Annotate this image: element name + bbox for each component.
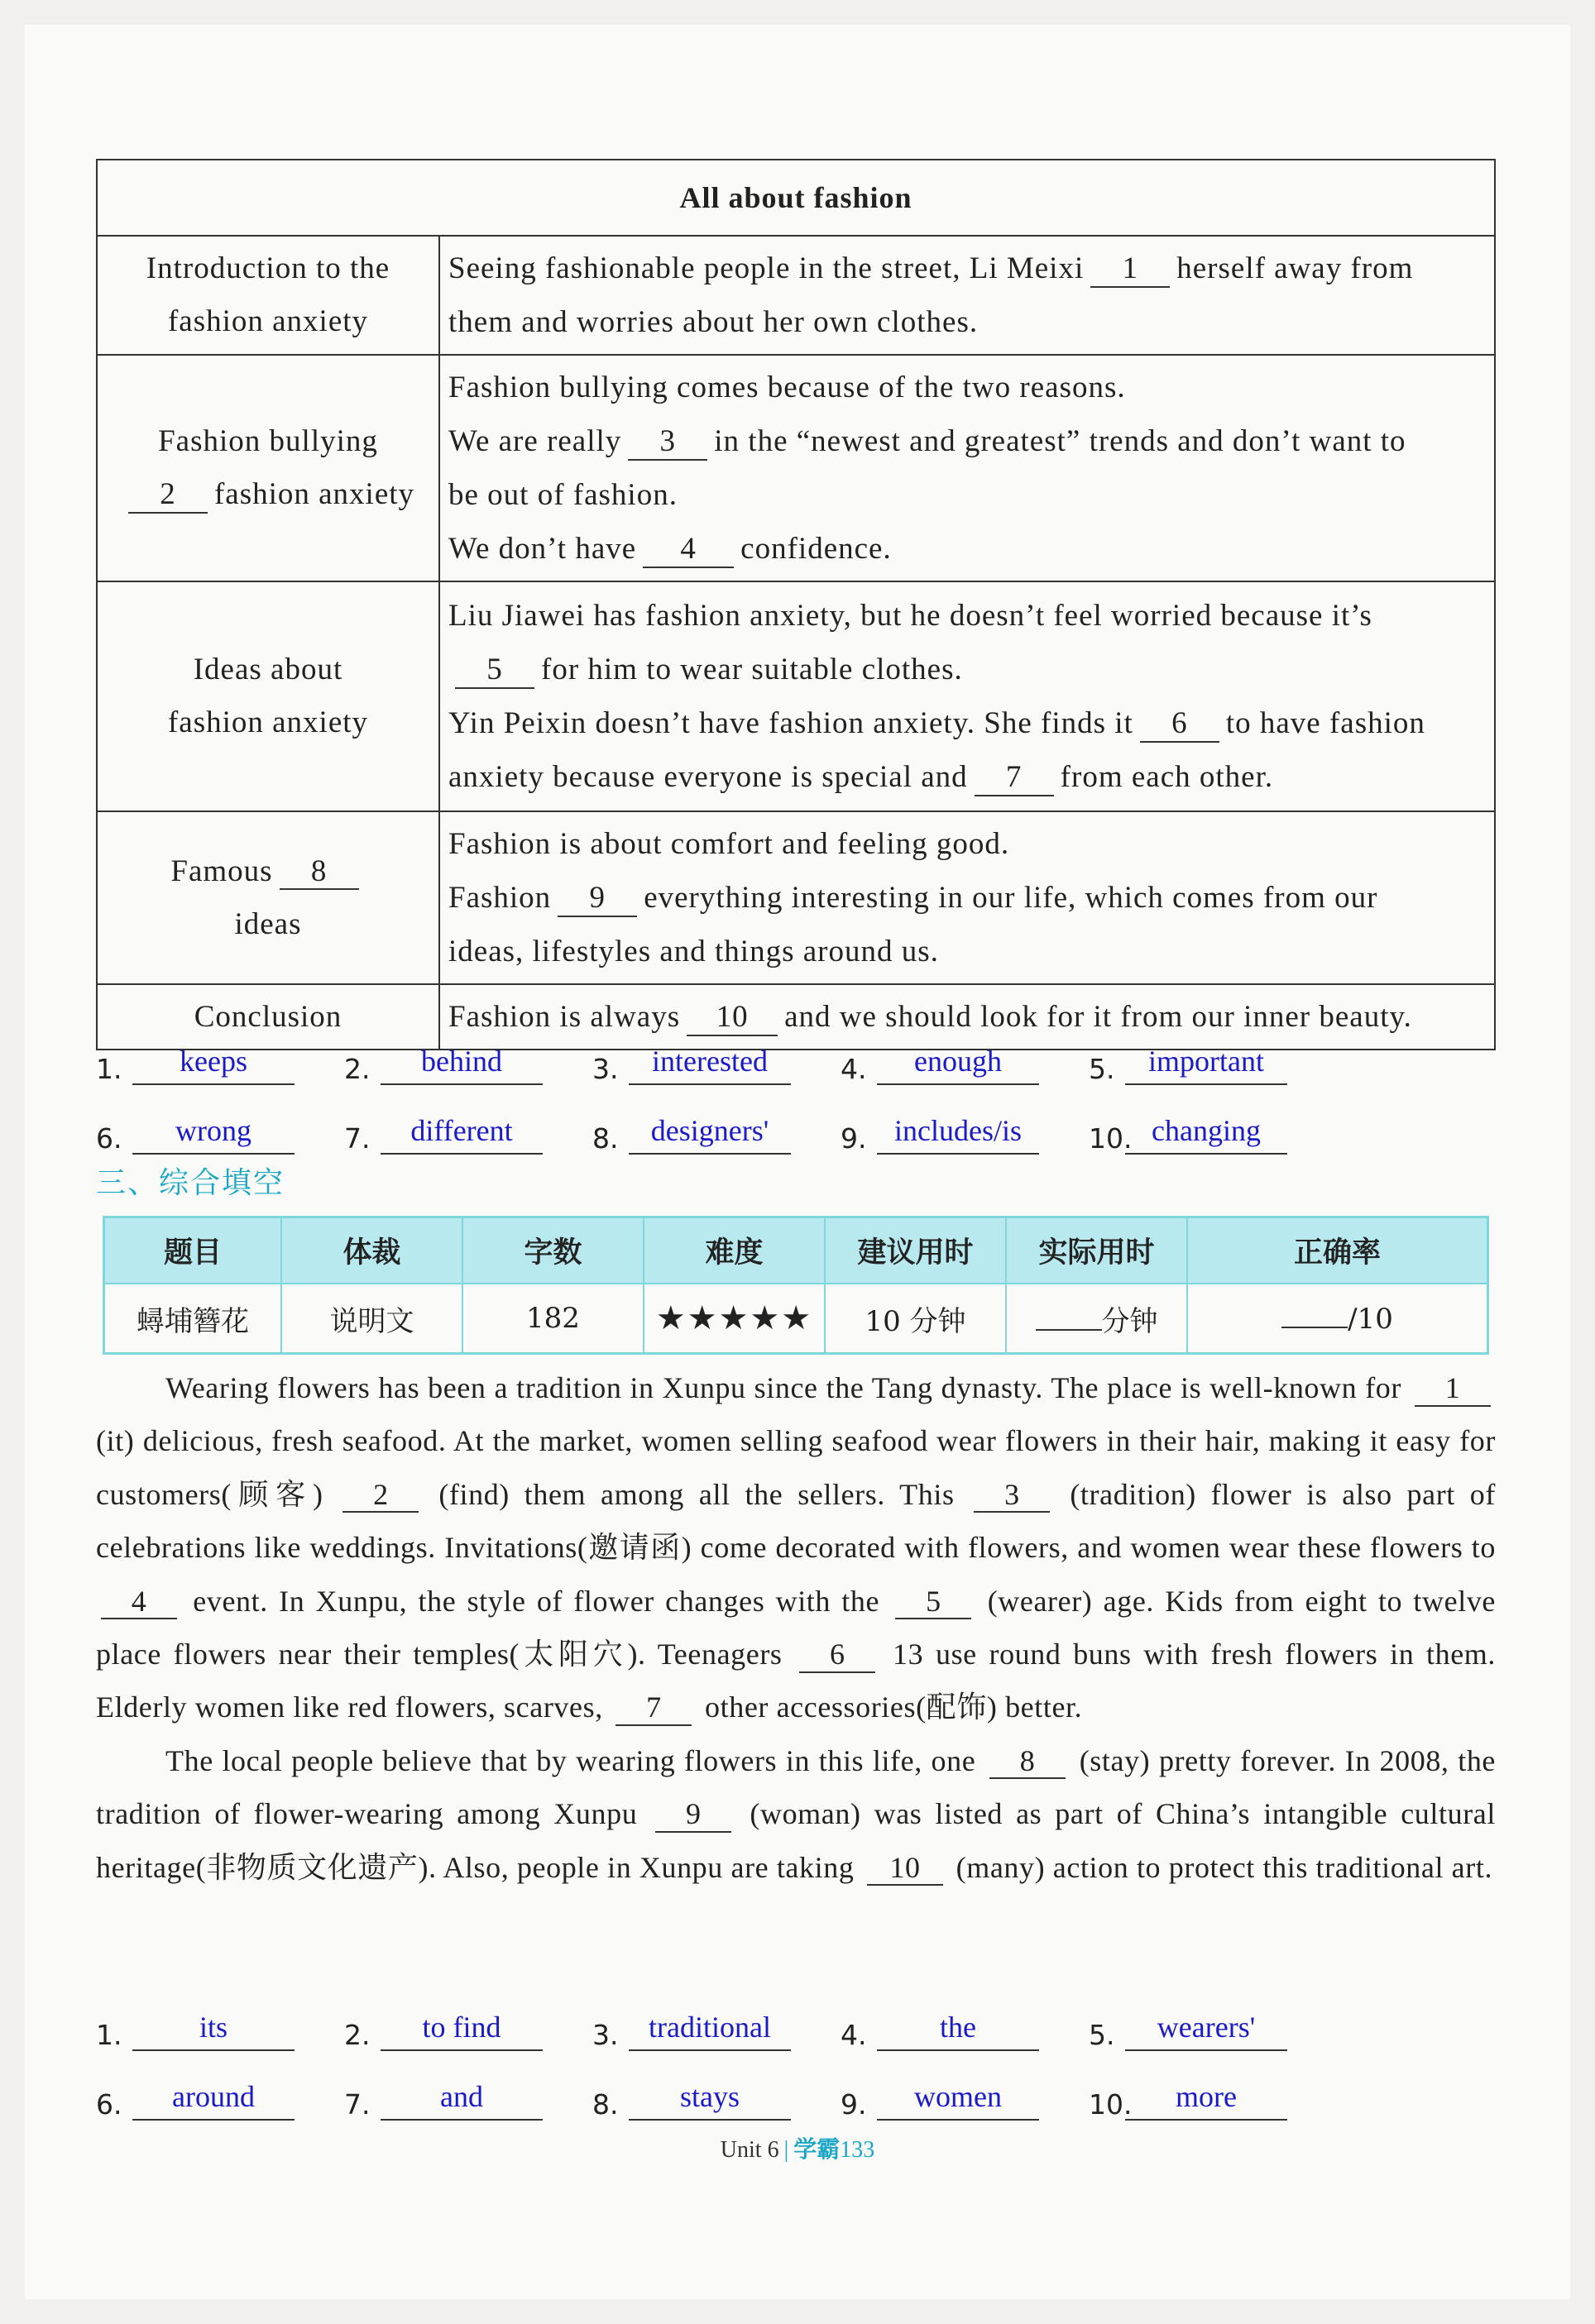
answer-field[interactable]: enough [877, 1044, 1039, 1085]
answer-list-2 [96, 1982, 1337, 2121]
answer-item: 7. different [344, 1113, 592, 1155]
passage-blank: 4 [101, 1585, 177, 1620]
row-heading: Introduction to the fashion anxiety [97, 236, 439, 355]
passage-blank: 8 [989, 1745, 1066, 1780]
passage-blank: 10 [867, 1852, 943, 1886]
answer-field[interactable]: wearers' [1125, 2010, 1287, 2051]
info-header: 建议用时 [825, 1217, 1006, 1284]
info-title: 蟳埔簪花 [104, 1284, 282, 1354]
answer-field[interactable]: around [132, 2079, 295, 2121]
info-header: 实际用时 [1006, 1217, 1187, 1284]
content-line: them and worries about her own clothes. [448, 305, 979, 339]
passage-text: (stay) pretty forever. In 2008, the tradition of flower-wearing among Xunpu [96, 1743, 1497, 1831]
answer-field[interactable]: the [877, 2010, 1039, 2051]
answer-field[interactable]: behind [381, 1044, 543, 1085]
answer-item: 8. stays [592, 2079, 841, 2121]
info-header: 字数 [462, 1217, 644, 1284]
blank: 7 [975, 761, 1054, 796]
answer-field[interactable]: to find [381, 2010, 543, 2051]
difficulty-stars: ★★★★★ [644, 1284, 825, 1354]
blank: 4 [643, 533, 734, 568]
row-content [439, 581, 1495, 811]
passage-text: The local people believe that by wearing flowers in this life, one [165, 1743, 976, 1777]
passage-text: 13 use round buns with fresh flowers in them. Elderly women like red flowers, scarves, [96, 1638, 1497, 1724]
answer-field[interactable]: includes/is [877, 1113, 1039, 1155]
page-number: 133 [840, 2137, 875, 2163]
blank: 2 [128, 478, 208, 514]
answer-item: 9. women [841, 2079, 1089, 2121]
table-title: All about fashion [97, 160, 1495, 236]
blank: 6 [1140, 707, 1219, 743]
answer-field[interactable]: important [1125, 1044, 1287, 1085]
blank: 3 [628, 425, 707, 461]
passage-blank: 6 [799, 1638, 875, 1673]
answer-row [96, 1982, 1337, 2051]
answer-item: 10. changing [1089, 1113, 1337, 1155]
answer-item: 9. includes/is [841, 1113, 1089, 1155]
answer-item: 10. more [1089, 2079, 1337, 2121]
content-line: Yin Peixin doesn’t have fashion anxiety. She finds it 6 to have fashion [448, 696, 1489, 750]
info-genre: 说明文 [281, 1284, 462, 1354]
row-content [439, 236, 1495, 355]
accuracy-blank[interactable] [1281, 1302, 1348, 1328]
content-line: We are really 3 in the “newest and greatest” trends and don’t want to [448, 414, 1489, 468]
info-suggested-time: 10 分钟 [825, 1284, 1006, 1354]
content-line: ideas, lifestyles and things around us. [448, 935, 939, 968]
info-accuracy: /10 [1187, 1284, 1488, 1354]
row-heading: Fashion bullying 2 fashion anxiety [97, 355, 439, 581]
passage-text: (woman) was listed as part of China’s intangible cultural heritage(非物质文化遗产). Also, people in Xunpu are taking [96, 1797, 1496, 1884]
passage-text: Wearing flowers has been a tradition in Xunpu since the Tang dynasty. The place is well-known for [165, 1371, 1401, 1404]
content-line: Liu Jiawei has fashion anxiety, but he doesn’t feel worried because it’s [448, 599, 1372, 633]
blank: 10 [687, 1001, 778, 1036]
section-heading: 三、综合填空 [96, 1166, 285, 1200]
answer-list-1 [96, 1016, 1337, 1155]
blank: 1 [1090, 252, 1170, 288]
passage-text: (tradition) flower is also part of celebrations like weddings. Invitations(邀请函) come decorated with flowers, and women wear these flowers to [96, 1477, 1496, 1565]
answer-field[interactable]: keeps [132, 1044, 295, 1085]
answer-item: 3. traditional [592, 2010, 841, 2051]
page-footer [0, 2131, 1595, 2164]
passage-info-table [103, 1216, 1489, 1355]
answer-field[interactable]: interested [629, 1044, 791, 1085]
info-header: 体裁 [281, 1217, 462, 1284]
info-header: 难度 [644, 1217, 825, 1284]
passage-blank: 1 [1415, 1372, 1491, 1407]
answer-item: 4. the [841, 2010, 1089, 2051]
fashion-summary-table [96, 159, 1496, 1050]
table-row [97, 355, 1495, 581]
content-line: anxiety because everyone is special and 7 from each other. [448, 750, 1489, 804]
table-row [97, 581, 1495, 811]
actual-time-blank[interactable] [1036, 1304, 1102, 1331]
row-content [439, 355, 1495, 581]
blank: 9 [558, 882, 637, 917]
answer-field[interactable]: changing [1125, 1113, 1287, 1155]
brand-label: 学霸 [793, 2135, 841, 2163]
unit-label: Unit 6 [720, 2137, 779, 2163]
answer-item: 5. wearers' [1089, 2010, 1337, 2051]
row-content [439, 811, 1495, 984]
answer-item: 4. enough [841, 1044, 1089, 1085]
passage-text: (wearer) age. Kids from eight to twelve place flowers near their temples(太阳穴). Teenagers [96, 1584, 1496, 1671]
answer-item: 5. important [1089, 1044, 1337, 1085]
answer-item: 6. around [96, 2079, 344, 2121]
answer-item: 7. and [344, 2079, 592, 2121]
answer-row [96, 2051, 1337, 2121]
info-word-count: 182 [462, 1284, 644, 1354]
answer-field[interactable]: designers' [629, 1113, 791, 1155]
passage-blank: 7 [615, 1691, 692, 1726]
answer-field[interactable]: women [877, 2079, 1039, 2121]
passage-text: event. In Xunpu, the style of flower changes with the [193, 1584, 880, 1618]
table-row [97, 236, 1495, 355]
answer-item: 1. its [96, 2010, 344, 2051]
answer-row [96, 1085, 1337, 1155]
passage-blank: 9 [655, 1798, 731, 1833]
answer-row [96, 1016, 1337, 1085]
row-heading: Conclusion [97, 984, 439, 1050]
answer-item: 2. to find [344, 2010, 592, 2051]
blank: 8 [280, 855, 359, 891]
answer-field[interactable]: wrong [132, 1113, 295, 1155]
answer-field[interactable]: its [132, 2010, 295, 2051]
answer-item: 1. keeps [96, 1044, 344, 1085]
info-header: 题目 [104, 1217, 282, 1284]
blank: 5 [455, 653, 534, 689]
passage-blank: 5 [895, 1585, 971, 1620]
passage-text: (many) action to protect this traditional art. [956, 1850, 1493, 1884]
content-line: be out of fashion. [448, 478, 678, 512]
answer-item: 6. wrong [96, 1113, 344, 1155]
answer-field[interactable]: stays [629, 2079, 791, 2121]
footer-divider: | [783, 2137, 789, 2163]
answer-field[interactable]: more [1125, 2079, 1287, 2121]
content-line: Fashion bullying comes because of the two reasons. [448, 371, 1126, 404]
passage-text: (it) delicious, fresh seafood. At the market, women selling seafood wear flowers in their hair, making it easy for customers(顾客) [96, 1424, 1496, 1511]
answer-field[interactable]: and [381, 2079, 543, 2121]
passage-blank: 3 [974, 1479, 1050, 1513]
answer-field[interactable]: traditional [629, 2010, 791, 2051]
info-header: 正确率 [1187, 1217, 1488, 1284]
answer-item: 8. designers' [592, 1113, 841, 1155]
passage-blank: 2 [342, 1479, 419, 1513]
content-line: Fashion is about comfort and feeling good. [448, 827, 1010, 861]
content-line: Fashion 9 everything interesting in our life, which comes from our [448, 871, 1489, 925]
answer-field[interactable]: different [381, 1113, 543, 1155]
content-line: 5 for him to wear suitable clothes. [448, 643, 1489, 696]
row-heading: Ideas about fashion anxiety [97, 581, 439, 811]
content-line: Seeing fashionable people in the street, Li Meixi 1 herself away from [448, 241, 1489, 295]
content-line: Fashion is always 10 and we should look for it from our inner beauty. [448, 990, 1489, 1044]
row-heading: Famous 8 ideas [97, 811, 439, 984]
passage-paragraph [96, 1361, 1496, 1734]
table-row [97, 811, 1495, 984]
answer-item: 2. behind [344, 1044, 592, 1085]
info-actual-time: 分钟 [1006, 1284, 1187, 1354]
passage-text: other accessories(配饰) better. [705, 1690, 1083, 1724]
cloze-passage [96, 1361, 1496, 1894]
content-line: We don’t have 4 confidence. [448, 522, 1489, 576]
passage-paragraph [96, 1734, 1496, 1894]
answer-item: 3. interested [592, 1044, 841, 1085]
passage-text: (find) them among all the sellers. This [438, 1477, 955, 1511]
